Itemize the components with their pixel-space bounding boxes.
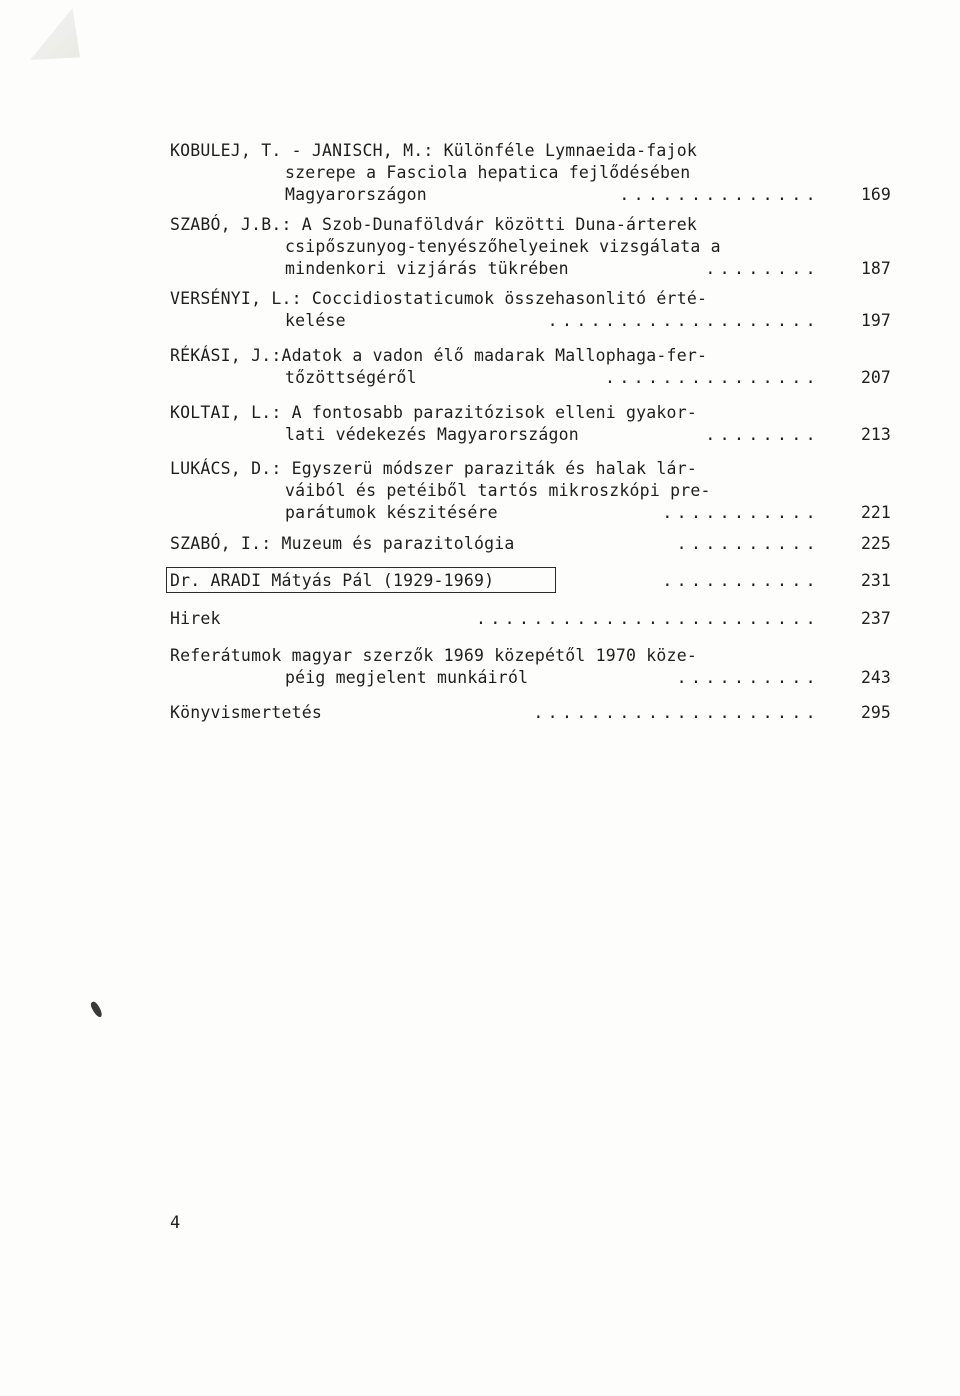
page-number: 295 [861,703,891,722]
dot-leader: .......... [676,668,820,687]
entry-line: VERSÉNYI, L.: Coccidiostaticumok összehasonlitó érté- [170,289,708,308]
dot-leader: ........... [662,503,820,522]
page-number: 243 [861,668,891,687]
page-number: 213 [861,425,891,444]
dot-leader: ................... [547,311,820,330]
entry-line: kelése [285,311,346,330]
dot-leader: ............... [604,368,820,387]
entry-line: KOBULEJ, T. - JANISCH, M.: Különféle Lymnaeida-fajok [170,141,697,160]
entry-line: csipőszunyog-tenyészőhelyeinek vizsgálata a [285,237,721,256]
dot-leader: .......... [676,534,820,553]
entry-line: mindenkori vizjárás tükrében [285,259,569,278]
page-footer-number: 4 [170,1213,181,1233]
page-number: 207 [861,368,891,387]
entry-line: péig megjelent munkáiról [285,668,529,687]
entry-line: váiból és petéiből tartós mikroszkópi pre- [285,481,711,500]
dot-leader: .............. [619,185,820,204]
page-number: 169 [861,185,891,204]
entry-line: Hirek [170,609,221,628]
page-number: 237 [861,609,891,628]
entry-line: RÉKÁSI, J.:Adatok a vadon élő madarak Mallophaga-fer- [170,346,708,365]
entry-line: SZABÓ, J.B.: A Szob-Dunaföldvár közötti Duna-árterek [170,215,697,234]
entry-line: parátumok készitésére [285,503,498,522]
dot-leader: .................... [533,703,820,722]
dot-leader: ........................ [475,609,820,628]
page-number: 225 [861,534,891,553]
page-number: 187 [861,259,891,278]
entry-line: Könyvismertetés [170,703,323,722]
page-number: 197 [861,311,891,330]
entry-line: LUKÁCS, D.: Egyszerü módszer paraziták és halak lár- [170,459,697,478]
entry-line: tőzöttségéről [285,368,417,387]
dot-leader: ........ [705,259,820,278]
entry-line: Referátumok magyar szerzők 1969 közepétől 1970 köze- [170,646,697,665]
dot-leader: ........... [662,571,820,590]
page-number: 221 [861,503,891,522]
entry-line: KOLTAI, L.: A fontosabb parazitózisok elleni gyakor- [170,403,697,422]
entry-line: lati védekezés Magyarországon [285,425,579,444]
dot-leader: ........ [705,425,820,444]
entry-line: SZABÓ, I.: Muzeum és parazitológia [170,534,515,553]
ink-mark [89,1000,104,1018]
entry-line: Magyarországon [285,185,427,204]
page-number: 231 [861,571,891,590]
entry-line: Dr. ARADI Mátyás Pál (1929-1969) [170,571,495,590]
entry-line: szerepe a Fasciola hepatica fejlődésében [285,163,691,182]
